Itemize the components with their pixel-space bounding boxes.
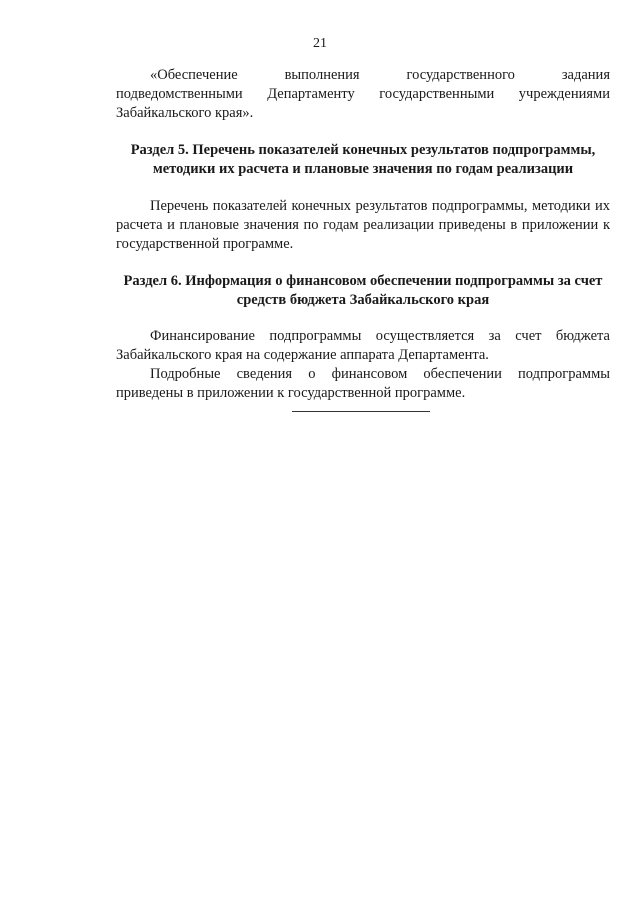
section-5-paragraph: Перечень показателей конечных результатов подпрограммы, методики их расчета и плановые значения по годам реализации приведены в приложении к государственной программе. — [116, 198, 610, 252]
intro-paragraph: «Обеспечение выполнения государственного задания подведомственными Департаменту государственными учреждениями Забайкальского края». — [116, 67, 610, 121]
section-6-paragraph-2: Подробные сведения о финансовом обеспечении подпрограммы приведены в приложении к государственной программе. — [116, 366, 610, 401]
spacer — [116, 254, 610, 272]
spacer — [116, 179, 610, 197]
spacer — [116, 123, 610, 141]
spacer — [116, 310, 610, 327]
section-6-heading: Раздел 6. Информация о финансовом обеспечении подпрограммы за счет средств бюджета Забайкальского края — [123, 273, 603, 308]
document-body — [116, 66, 610, 403]
section-5-heading: Раздел 5. Перечень показателей конечных результатов подпрограммы, методики их расчета и плановые значения по годам реализации — [130, 142, 596, 177]
end-divider — [292, 411, 430, 412]
page-number: 21 — [313, 36, 327, 51]
section-6-paragraph-1: Финансирование подпрограммы осуществляется за счет бюджета Забайкальского края на содержание аппарата Департамента. — [116, 328, 610, 363]
